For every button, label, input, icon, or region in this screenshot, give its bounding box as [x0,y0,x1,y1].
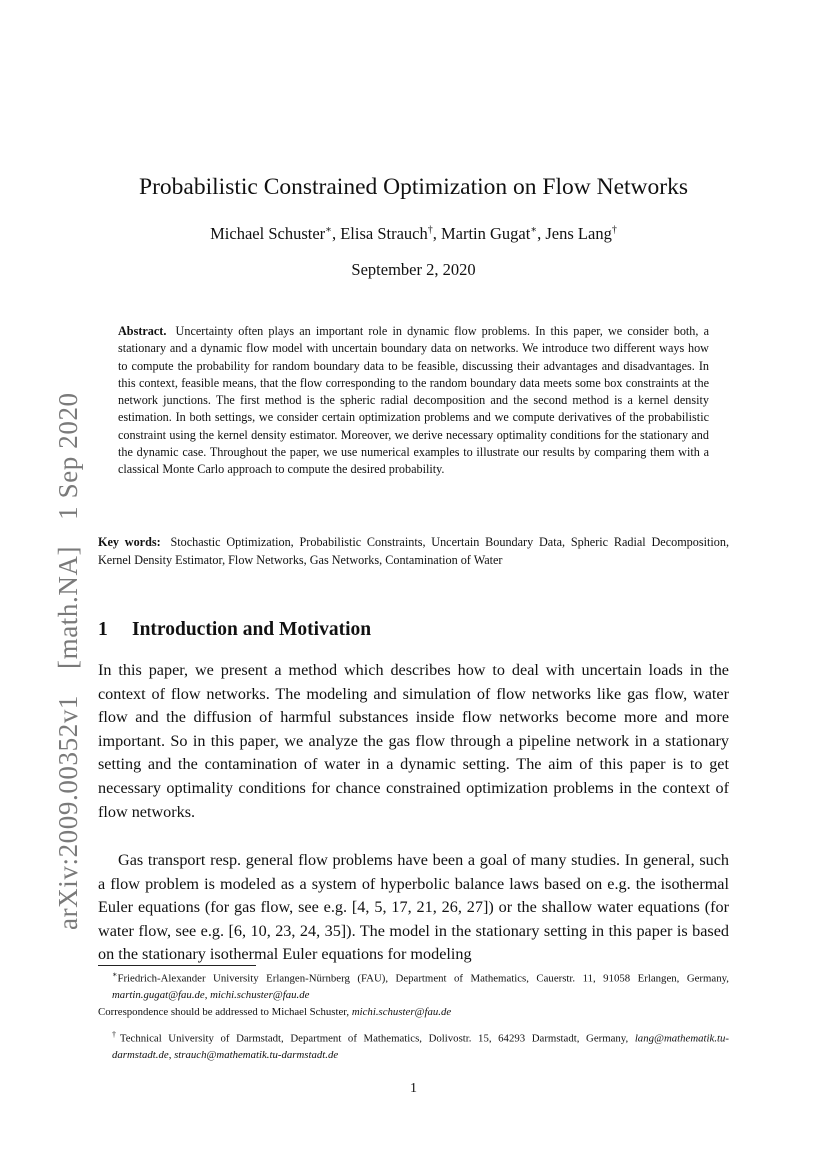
paper-title: Probabilistic Constrained Optimization on Flow Networks [139,174,688,200]
footnote-mark: ∗ [112,970,118,979]
author-name: Michael Schuster [210,224,326,243]
email-link[interactable]: martin.gugat@fau.de [112,989,205,1002]
keywords [98,533,729,569]
section-number: 1 [98,619,108,640]
arxiv-identifier-stamp [28,0,108,930]
keywords-label: Key words: [98,535,161,549]
footnote-affiliation-2 [98,1027,729,1064]
keywords-text: Stochastic Optimization, Probabilistic Constraints, Uncertain Boundary Data, Spheric Radial Decomposition, Kernel Density Estimator, Flow Networks, Gas Networks, Contamination of Water [98,535,729,567]
paper-date: September 2, 2020 [351,260,476,279]
author-list: Michael Schuster∗, Elisa Strauch†, Martin Gugat∗, Jens Lang† [210,224,617,243]
footnotes [98,967,729,1064]
author-name: Elisa Strauch [340,224,428,243]
affiliation-mark[interactable]: ∗ [530,224,538,236]
arxiv-id[interactable]: arXiv:2009.00352v1 [52,694,83,930]
separator: , [204,989,208,1002]
footnote-rule [98,965,256,966]
email-link[interactable]: lang@mathematik.tu-darmstadt.de [112,1032,730,1062]
affiliation-mark[interactable]: ∗ [325,224,332,236]
affiliation-mark[interactable]: † [427,224,433,236]
abstract-label: Abstract. [118,324,167,338]
correspondence-note [98,1004,729,1021]
author-name: Jens Lang [545,224,612,243]
footnote-mark: † [112,1029,120,1039]
page-number: 1 [410,1081,417,1096]
email-link[interactable]: michi.schuster@fau.de [210,989,310,1002]
abstract-text: Uncertainty often plays an important role in dynamic flow problems. In this paper, we consider both, a stationary and a dynamic flow model with uncertain boundary data on networks. We introduce two different ways how to compute the probability for random boundary data to be feasible, discussing their advantages and disadvantages. In this context, feasible means, that the flow corresponding to the random boundary data meets some box constraints at the network junctions. The first method is the spheric radial decomposition and the second method is a kernel density estimation. In both settings, we consider certain optimization problems and we compute derivatives of the probabilistic constraint using the kernel density estimator. Moreover, we derive necessary optimality conditions for the stationary and the dynamic case. Throughout the paper, we use numerical examples to illustrate our results by comparing them with a classical Monte Carlo approach to compute the desired probability. [118,324,709,477]
footnote-text: Friedrich-Alexander University Erlangen-Nürnberg (FAU), Department of Mathematics, Cauerstr. 11, 91058 Erlangen, Germany, [117,972,729,985]
affiliation-mark[interactable]: † [611,224,617,236]
separator: , [168,1049,172,1062]
email-link[interactable]: strauch@mathematik.tu-darmstadt.de [174,1049,339,1062]
author-name: Martin Gugat [440,224,531,243]
correspondence-text: Correspondence should be addressed to Michael Schuster, [98,1006,350,1019]
body-paragraph: Gas transport resp. general flow problems have been a goal of many studies. In general, such a flow problem is modeled as a system of hyperbolic balance laws based on e.g. the isothermal Euler equations (for gas flow, see e.g. [4, 5, 17, 21, 26, 27]) or the shallow water equations (for water flow, see e.g. [6, 10, 23, 24, 35]). The model in the stationary setting in this paper is based on the stationary isothermal Euler equations for modeling [98,851,729,964]
email-link[interactable]: michi.schuster@fau.de [351,1006,452,1019]
section-title: Introduction and Motivation [132,619,372,640]
abstract [118,323,709,479]
body-paragraph: In this paper, we present a method which describes how to deal with uncertain loads in the context of flow networks. The modeling and simulation of flow networks like gas flow, water flow and the diffusion of harmful substances inside flow networks become more and more important. So in this paper, we analyze the gas flow through a pipeline network in a stationary setting and the contamination of water in a dynamic setting. The aim of this paper is to get necessary optimality conditions for chance constrained optimization problems in the context of flow networks. [98,661,729,821]
footnote-affiliation-1 [98,967,729,1004]
arxiv-date: 1 Sep 2020 [52,392,83,520]
arxiv-category: [math.NA] [52,545,83,669]
footnote-text: Technical University of Darmstadt, Department of Mathematics, Dolivostr. 15, 64293 Darmstadt, Germany, [119,1032,629,1045]
section-heading [98,619,371,641]
